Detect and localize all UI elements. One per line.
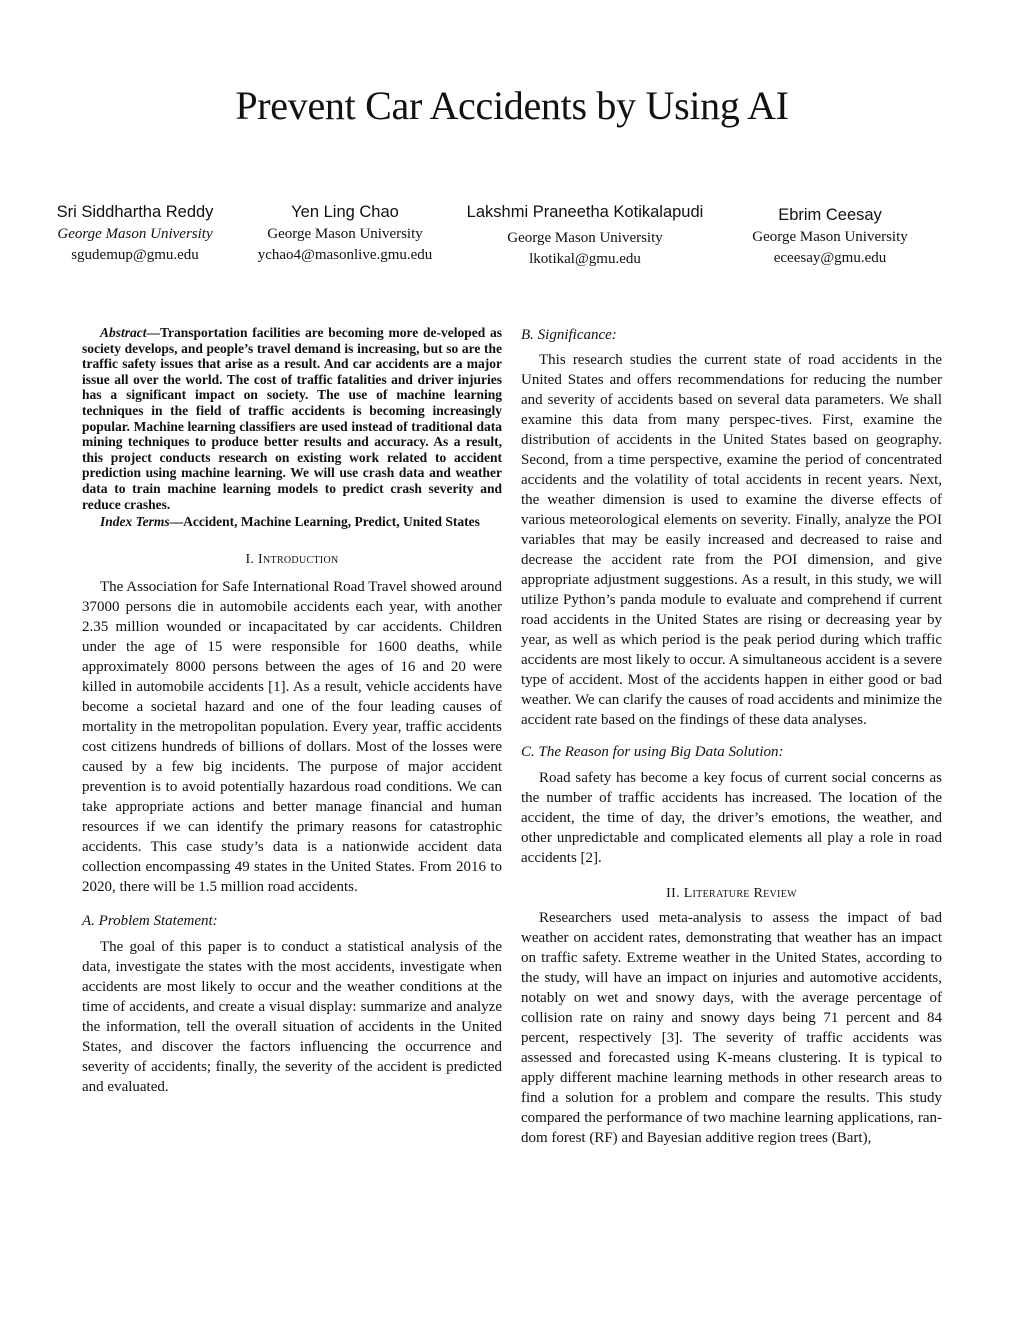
author-block-4	[725, 203, 935, 269]
author-email: lkotikal@gmu.edu	[529, 251, 641, 267]
abstract-text: —Transportation facilities are becoming more de-veloped as society develops, and people’s travel demand is increasing, but so are the traffic safety issues that arise as a result. And car accidents are a major issue all over the world. The cost of traffic fatalities and driver injuries has a significant impact on society. The use of machine learning techniques in the field of traffic accidents is becoming increasingly popular. Machine learning classifiers are used instead of traditional data mining techniques to produce better results and accuracy. As a result, this project conducts research on existing work related to accident prediction using machine learning. We will use crash data and weather data to train machine learning models to predict crash severity and reduce crashes.	[82, 325, 502, 512]
subsection-heading-significance: B. Significance:	[521, 327, 617, 343]
author-affiliation: George Mason University	[752, 229, 908, 245]
author-affiliation: George Mason University	[507, 230, 663, 246]
abstract-label: Abstract	[100, 325, 147, 340]
big-data-paragraph: Road safety has become a key focus of current social concerns as the number of traffic accidents has increased. The location of the accident, the time of day, the driver’s emotions, the weather, and other unpredictable and complicated elements all play a role in road accidents [2].	[521, 770, 942, 866]
author-email: sgudemup@gmu.edu	[71, 247, 199, 263]
left-column	[82, 325, 502, 1097]
author-name: Sri Siddhartha Reddy	[56, 203, 214, 221]
author-name: Yen Ling Chao	[291, 203, 399, 221]
author-block-1	[30, 200, 240, 266]
author-name: Ebrim Ceesay	[778, 206, 882, 224]
abstract	[82, 325, 502, 512]
introduction-paragraph: The Association for Safe International Road Travel showed around 37000 persons die in automobile accidents each year, with another 2.35 million wounded or incapacitated by car accidents. Children under the age of 15 were responsible for 1600 deaths, while approximately 8000 persons between the ages of 16 and 20 were killed in automobile accidents [1]. As a result, vehicle accidents have become a societal hazard and one of the four leading causes of mortality in the metropolitan population. Every year, traffic accidents cost citizens hundreds of billions of dollars. Most of the losses were caused by a few big incidents. The purpose of major accident prevention is to avoid potentially hazardous road conditions. We can take appropriate actions and better manage financial and human resources if we can identify the primary reasons for catastrophic accidents. This case study’s data is a nationwide accident data collection encompassing 49 states in the United States. From 2016 to 2020, there will be 1.5 million road accidents.	[82, 579, 502, 896]
author-affiliation: George Mason University	[57, 226, 213, 242]
author-block-3	[455, 200, 715, 270]
problem-statement-paragraph: The goal of this paper is to conduct a statistical analysis of the data, investigate the states with the most accidents, investigate when accidents are most likely to occur and the weather conditions at the time of accidents, and create a visual display: summarize and analyze the information, tell the overall situation of accidents in the United States, and discover the factors influencing the occurrence and severity of accidents; finally, the severity of the accident is predicted and evaluated.	[82, 939, 502, 1096]
author-affiliation: George Mason University	[267, 226, 423, 242]
subsection-heading-problem-statement: A. Problem Statement:	[82, 913, 218, 930]
author-block-2	[240, 200, 450, 266]
section-heading-introduction	[82, 550, 502, 570]
section-title: Literature Review	[683, 886, 797, 901]
section-title: Introduction	[258, 552, 339, 568]
section-heading-literature-review	[521, 884, 942, 904]
paper-title: Prevent Car Accidents by Using AI	[235, 83, 789, 128]
index-terms	[82, 513, 502, 530]
right-column	[521, 325, 942, 1148]
significance-paragraph: This research studies the current state of road accidents in the United States and offers recommendations for reducing the number and severity of accidents based on several data parameters. We shall examine this data from many perspec-tives. First, examine the distribution of accidents in the United States based on geography. Second, from a time perspective, examine the period of concentrated accidents and the volatility of total accidents in recent years. Next, the weather dimension is used to examine the diverse effects of various meteorological elements on severity. Finally, analyze the POI variables that may be easily increased and decreased to raise and decrease the accident rate from the POI dimension, and give appropriate adjustment suggestions. As a result, in this study, we will utilize Python’s panda module to evaluate and comprehend if current road accidents in the United States are rising or decreasing year by year, as well as which period is the peak period during which traffic accidents are most likely to occur. A simultaneous accident is a severe type of accident. Most of the accidents happen in either good or bad weather. We can clarify the causes of road accidents and minimize the accident rate based on the findings of these data analyses.	[521, 352, 942, 728]
section-number: I.	[245, 552, 255, 568]
author-email: ychao4@masonlive.gmu.edu	[257, 247, 433, 263]
index-terms-text: —Accident, Machine Learning, Predict, United States	[169, 514, 480, 530]
literature-review-paragraph: Researchers used meta-analysis to assess the impact of bad weather on accident rates, demonstrating that weather has an impact on traffic safety. Extreme weather in the United States, according to the study, will have an impact on injuries and automotive accidents, notably on wet and snowy days, with the average percentage of collision rate on rainy and snowy days being 71 percent and 84 percent, respectively [3]. The severity of traffic accidents was assessed and forecasted using K-means clustering. It is typical to apply different machine learning methods in other research areas to find a solution for a problem and compare the results. This study compared the performance of two machine learning applications, ran-dom forest (RF) and Bayesian additive region trees (Bart),	[521, 910, 942, 1146]
section-number: II.	[666, 886, 680, 901]
author-name: Lakshmi Praneetha Kotikalapudi	[466, 203, 704, 221]
subsection-heading-big-data: C. The Reason for using Big Data Solution:	[521, 744, 784, 760]
author-email: eceesay@gmu.edu	[773, 250, 887, 266]
index-terms-label: Index Terms	[100, 514, 170, 530]
